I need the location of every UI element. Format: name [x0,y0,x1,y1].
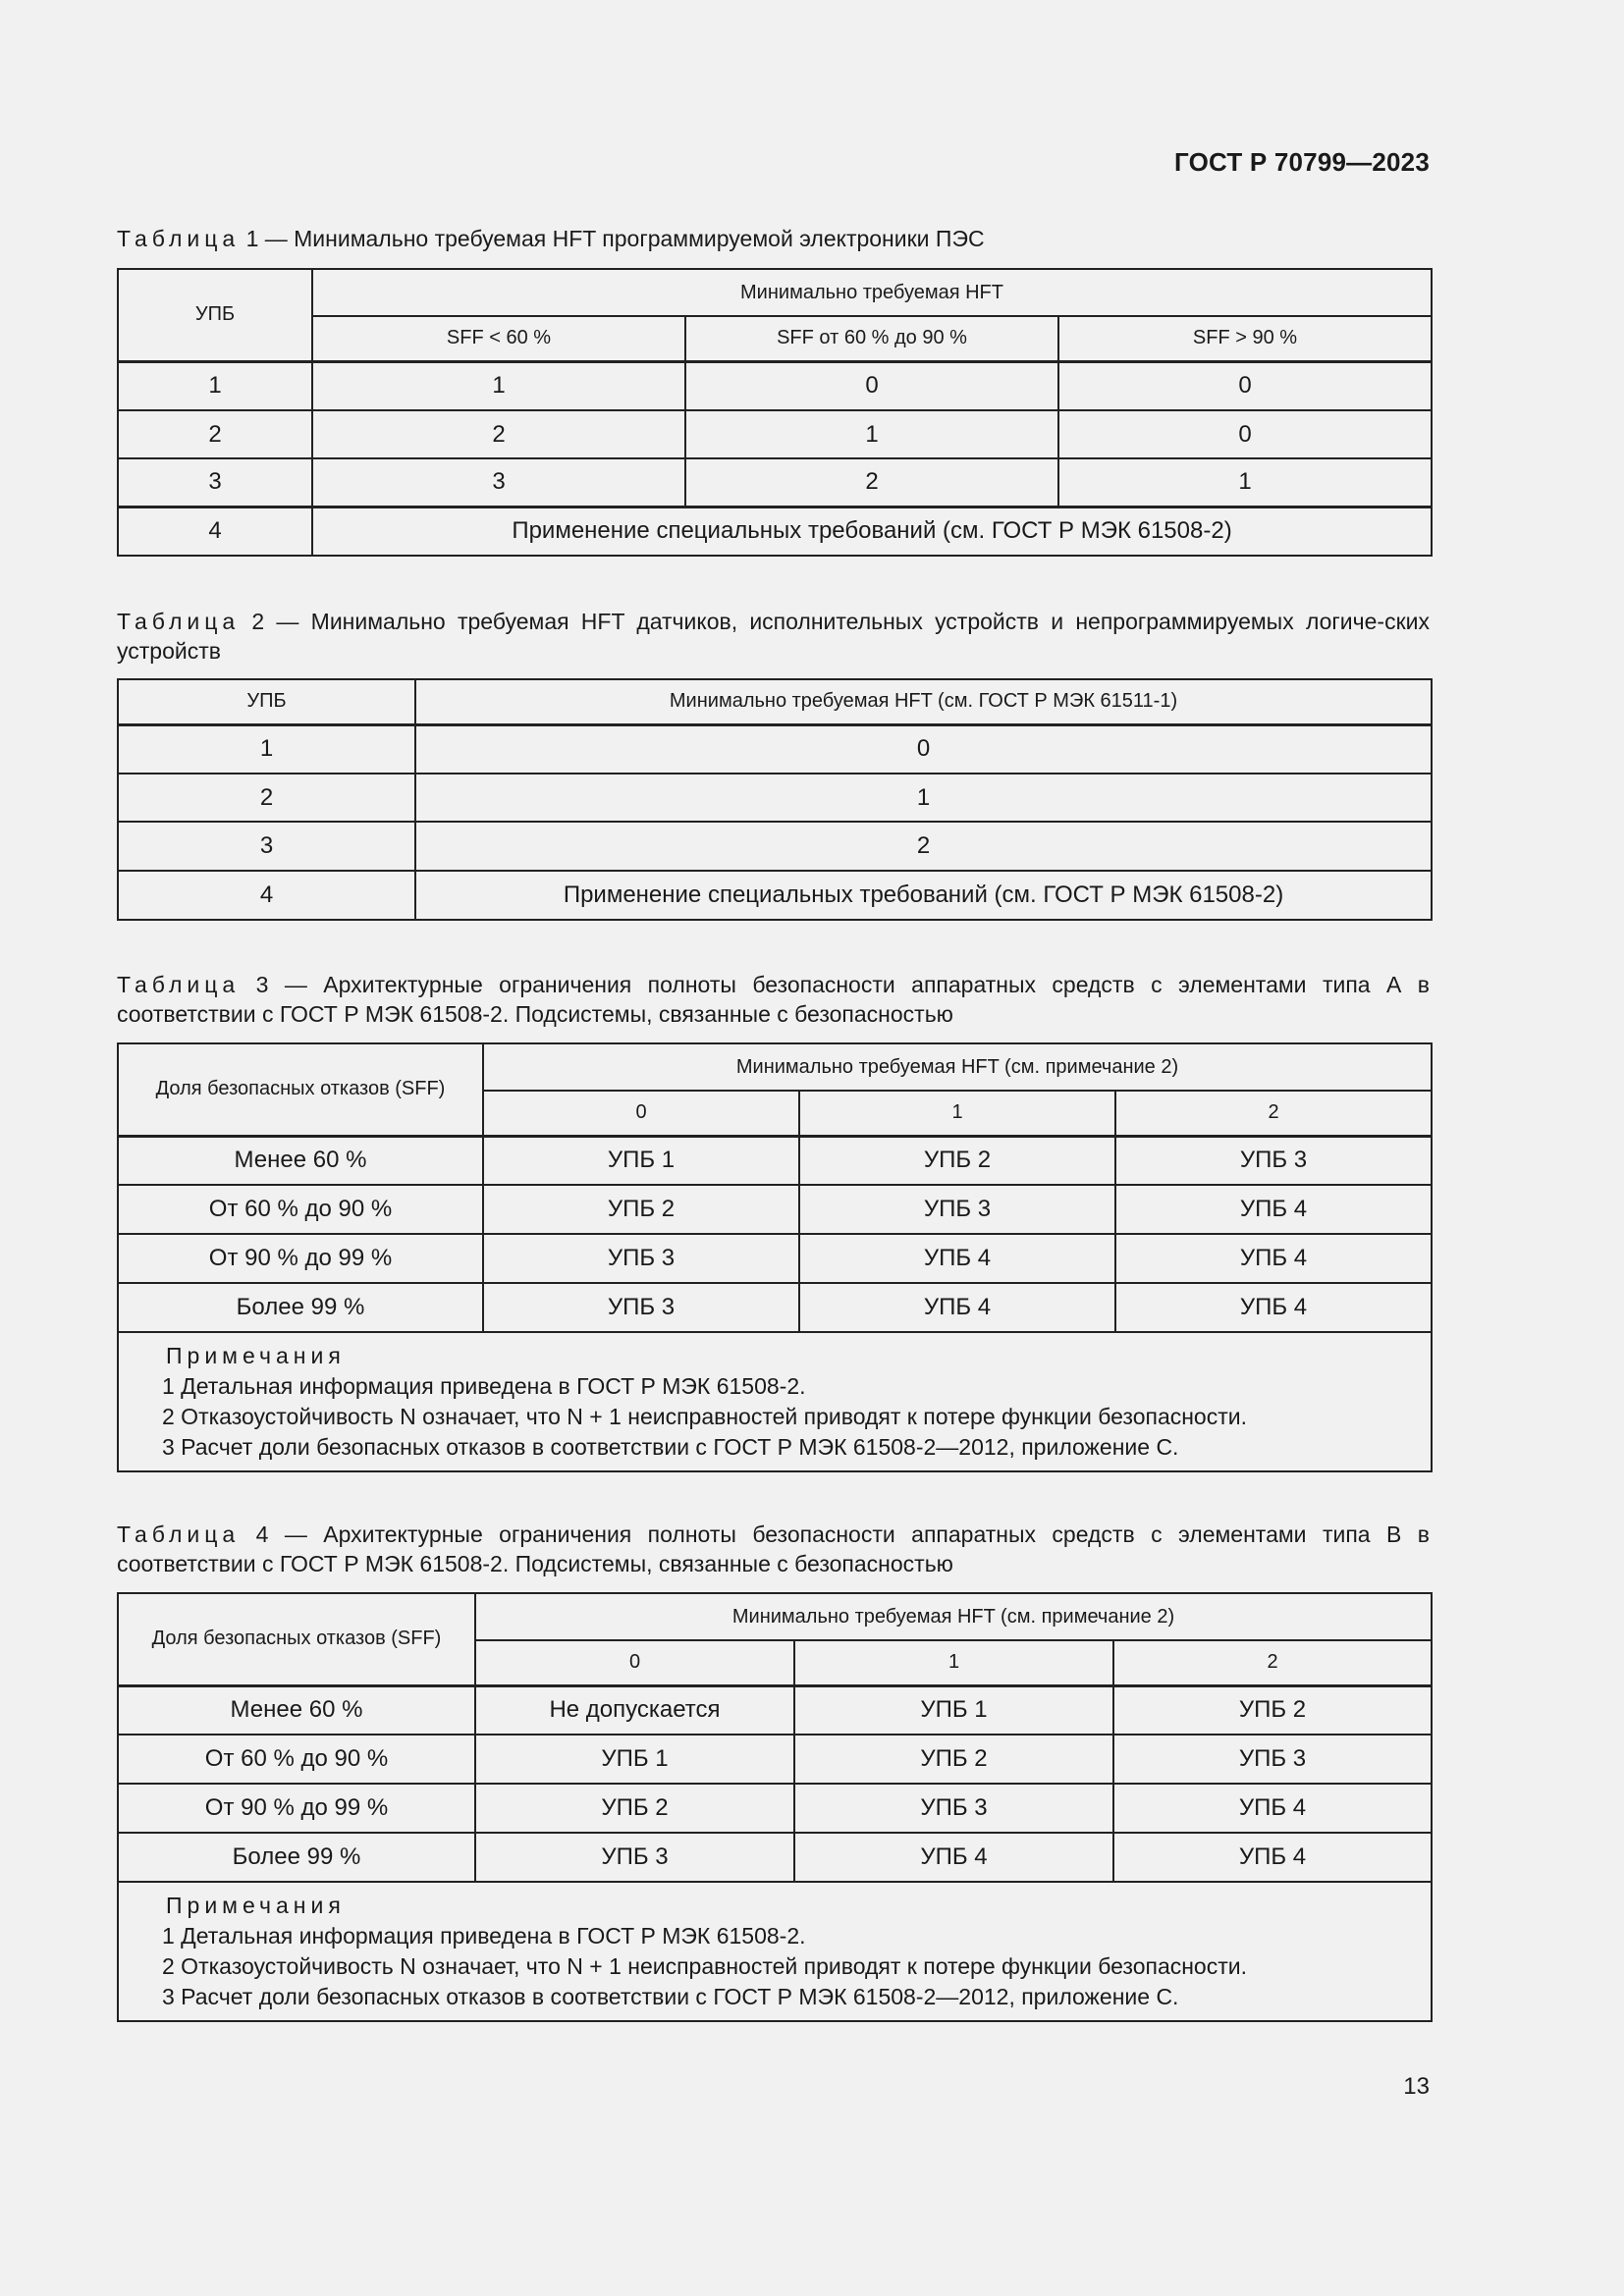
table-cell: УПБ 4 [794,1833,1113,1882]
table-row [118,1685,1432,1735]
table-cell: УПБ 4 [1115,1185,1432,1234]
table-cell: УПБ 4 [1115,1283,1432,1332]
table-cell: УПБ 3 [475,1833,794,1882]
table2 [117,678,1433,921]
table4 [117,1592,1433,2022]
table-row [118,774,1432,822]
table-row [118,1283,1432,1332]
table4-col-sff: Доля безопасных отказов (SFF) [118,1593,475,1685]
table-cell: УПБ 2 [799,1136,1115,1185]
table4-caption-text: 4 — Архитектурные ограничения полноты безопасности аппаратных средств с элементами типа В в соответствии с ГОСТ Р МЭК 61508-2. Подсистемы, связанные с безопасностью [117,1522,1430,1576]
table2-caption [117,607,1430,666]
table-cell: УПБ 1 [475,1735,794,1784]
table-row [118,822,1432,871]
table-row [118,724,1432,774]
table-cell: От 90 % до 99 % [118,1784,475,1833]
table-cell: УПБ 2 [794,1735,1113,1784]
table-cell: УПБ 4 [1113,1833,1432,1882]
table-cell: 0 [1058,361,1432,410]
table-cell: Применение специальных требований (см. ГОСТ Р МЭК 61508-2) [312,507,1432,556]
table-cell: 4 [118,871,415,920]
table3 [117,1042,1433,1472]
table-cell: 1 [118,724,415,774]
table3-notes [118,1332,1432,1471]
table-cell: УПБ 4 [1115,1234,1432,1283]
notes-title: Примечания [166,1343,346,1368]
page-number: 13 [1403,2073,1430,2100]
table4-subcol: 0 [475,1640,794,1685]
table-cell: УПБ 3 [1115,1136,1432,1185]
table-cell: УПБ 4 [799,1234,1115,1283]
table-row [118,458,1432,507]
table4-caption [117,1520,1430,1578]
notes-title: Примечания [166,1893,346,1918]
table-cell: Более 99 % [118,1833,475,1882]
table-row [118,410,1432,458]
table-cell: Менее 60 % [118,1685,475,1735]
table4-notes [118,1882,1432,2021]
table1-caption-text: 1 — Минимально требуемая HFT программируемой электроники ПЭС [240,226,985,251]
table-cell: Не допускается [475,1685,794,1735]
table-cell: 1 [415,774,1432,822]
table1-col-group: Минимально требуемая HFT [312,269,1432,316]
table-cell: От 60 % до 90 % [118,1185,483,1234]
table1 [117,268,1433,557]
table-row [118,1234,1432,1283]
table-cell: УПБ 3 [1113,1735,1432,1784]
table1-subcol: SFF < 60 % [312,316,685,361]
table-cell: УПБ 4 [1113,1784,1432,1833]
table-cell: 3 [118,822,415,871]
table-row [118,361,1432,410]
table-cell: От 90 % до 99 % [118,1234,483,1283]
table1-caption [117,224,1430,253]
table-cell: 2 [685,458,1058,507]
table2-col-upb: УПБ [118,679,415,724]
table-row [118,1136,1432,1185]
table-cell: 0 [1058,410,1432,458]
table-cell: 0 [685,361,1058,410]
note-item: 1 Детальная информация приведена в ГОСТ Р МЭК 61508-2. [162,1923,806,1949]
note-item: 2 Отказоустойчивость N означает, что N + 1 неисправностей приводят к потере функции безопасности. [162,1953,1247,1979]
table3-col-sff: Доля безопасных отказов (SFF) [118,1043,483,1136]
table-row [118,1784,1432,1833]
table3-caption-label: Таблица [117,972,241,997]
note-item: 3 Расчет доли безопасных отказов в соответствии с ГОСТ Р МЭК 61508-2—2012, приложение С. [162,1984,1179,2009]
table-row [118,1185,1432,1234]
table1-subcol: SFF > 90 % [1058,316,1432,361]
standard-code: ГОСТ Р 70799—2023 [1174,147,1430,177]
table-cell: 4 [118,507,312,556]
note-item: 2 Отказоустойчивость N означает, что N + 1 неисправностей приводят к потере функции безопасности. [162,1404,1247,1429]
table3-subcol: 0 [483,1091,799,1136]
table-row [118,1833,1432,1882]
table-cell: Более 99 % [118,1283,483,1332]
table-cell: Менее 60 % [118,1136,483,1185]
table1-subcol: SFF от 60 % до 90 % [685,316,1058,361]
table-cell: УПБ 2 [1113,1685,1432,1735]
table-cell: УПБ 3 [483,1283,799,1332]
table-cell: УПБ 4 [799,1283,1115,1332]
table-row [118,871,1432,920]
table-cell: УПБ 1 [483,1136,799,1185]
table2-caption-text: 2 — Минимально требуемая HFT датчиков, исполнительных устройств и непрограммируемых логиче-ских устройств [117,609,1430,664]
table2-caption-label: Таблица [117,609,241,634]
table-cell: УПБ 3 [799,1185,1115,1234]
table-cell: 3 [312,458,685,507]
table1-col-upb: УПБ [118,269,312,361]
table3-caption-text: 3 — Архитектурные ограничения полноты безопасности аппаратных средств с элементами типа А в соответствии с ГОСТ Р МЭК 61508-2. Подсистемы, связанные с безопасностью [117,972,1430,1027]
note-item: 3 Расчет доли безопасных отказов в соответствии с ГОСТ Р МЭК 61508-2—2012, приложение С. [162,1434,1179,1460]
table-cell: УПБ 3 [483,1234,799,1283]
table-cell: 1 [1058,458,1432,507]
table-cell: Применение специальных требований (см. ГОСТ Р МЭК 61508-2) [415,871,1432,920]
table-cell: 0 [415,724,1432,774]
table4-subcol: 2 [1113,1640,1432,1685]
table-cell: УПБ 2 [483,1185,799,1234]
table2-col-hft: Минимально требуемая HFT (см. ГОСТ Р МЭК 61511-1) [415,679,1432,724]
table3-subcol: 1 [799,1091,1115,1136]
table-cell: От 60 % до 90 % [118,1735,475,1784]
table-cell: 2 [312,410,685,458]
table1-caption-label: Таблица [117,226,241,251]
table-cell: УПБ 1 [794,1685,1113,1735]
table-cell: 1 [118,361,312,410]
table-cell: УПБ 2 [475,1784,794,1833]
table-cell: 1 [685,410,1058,458]
table3-subcol: 2 [1115,1091,1432,1136]
note-item: 1 Детальная информация приведена в ГОСТ Р МЭК 61508-2. [162,1373,806,1399]
table-cell: 2 [118,410,312,458]
table-cell: 2 [415,822,1432,871]
table-cell: УПБ 3 [794,1784,1113,1833]
table-cell: 1 [312,361,685,410]
table4-col-group: Минимально требуемая HFT (см. примечание 2) [475,1593,1432,1640]
table-cell: 2 [118,774,415,822]
table4-caption-label: Таблица [117,1522,241,1547]
table-row [118,1735,1432,1784]
table3-caption [117,970,1430,1029]
table-cell: 3 [118,458,312,507]
table4-subcol: 1 [794,1640,1113,1685]
table3-col-group: Минимально требуемая HFT (см. примечание 2) [483,1043,1432,1091]
table-row [118,507,1432,556]
